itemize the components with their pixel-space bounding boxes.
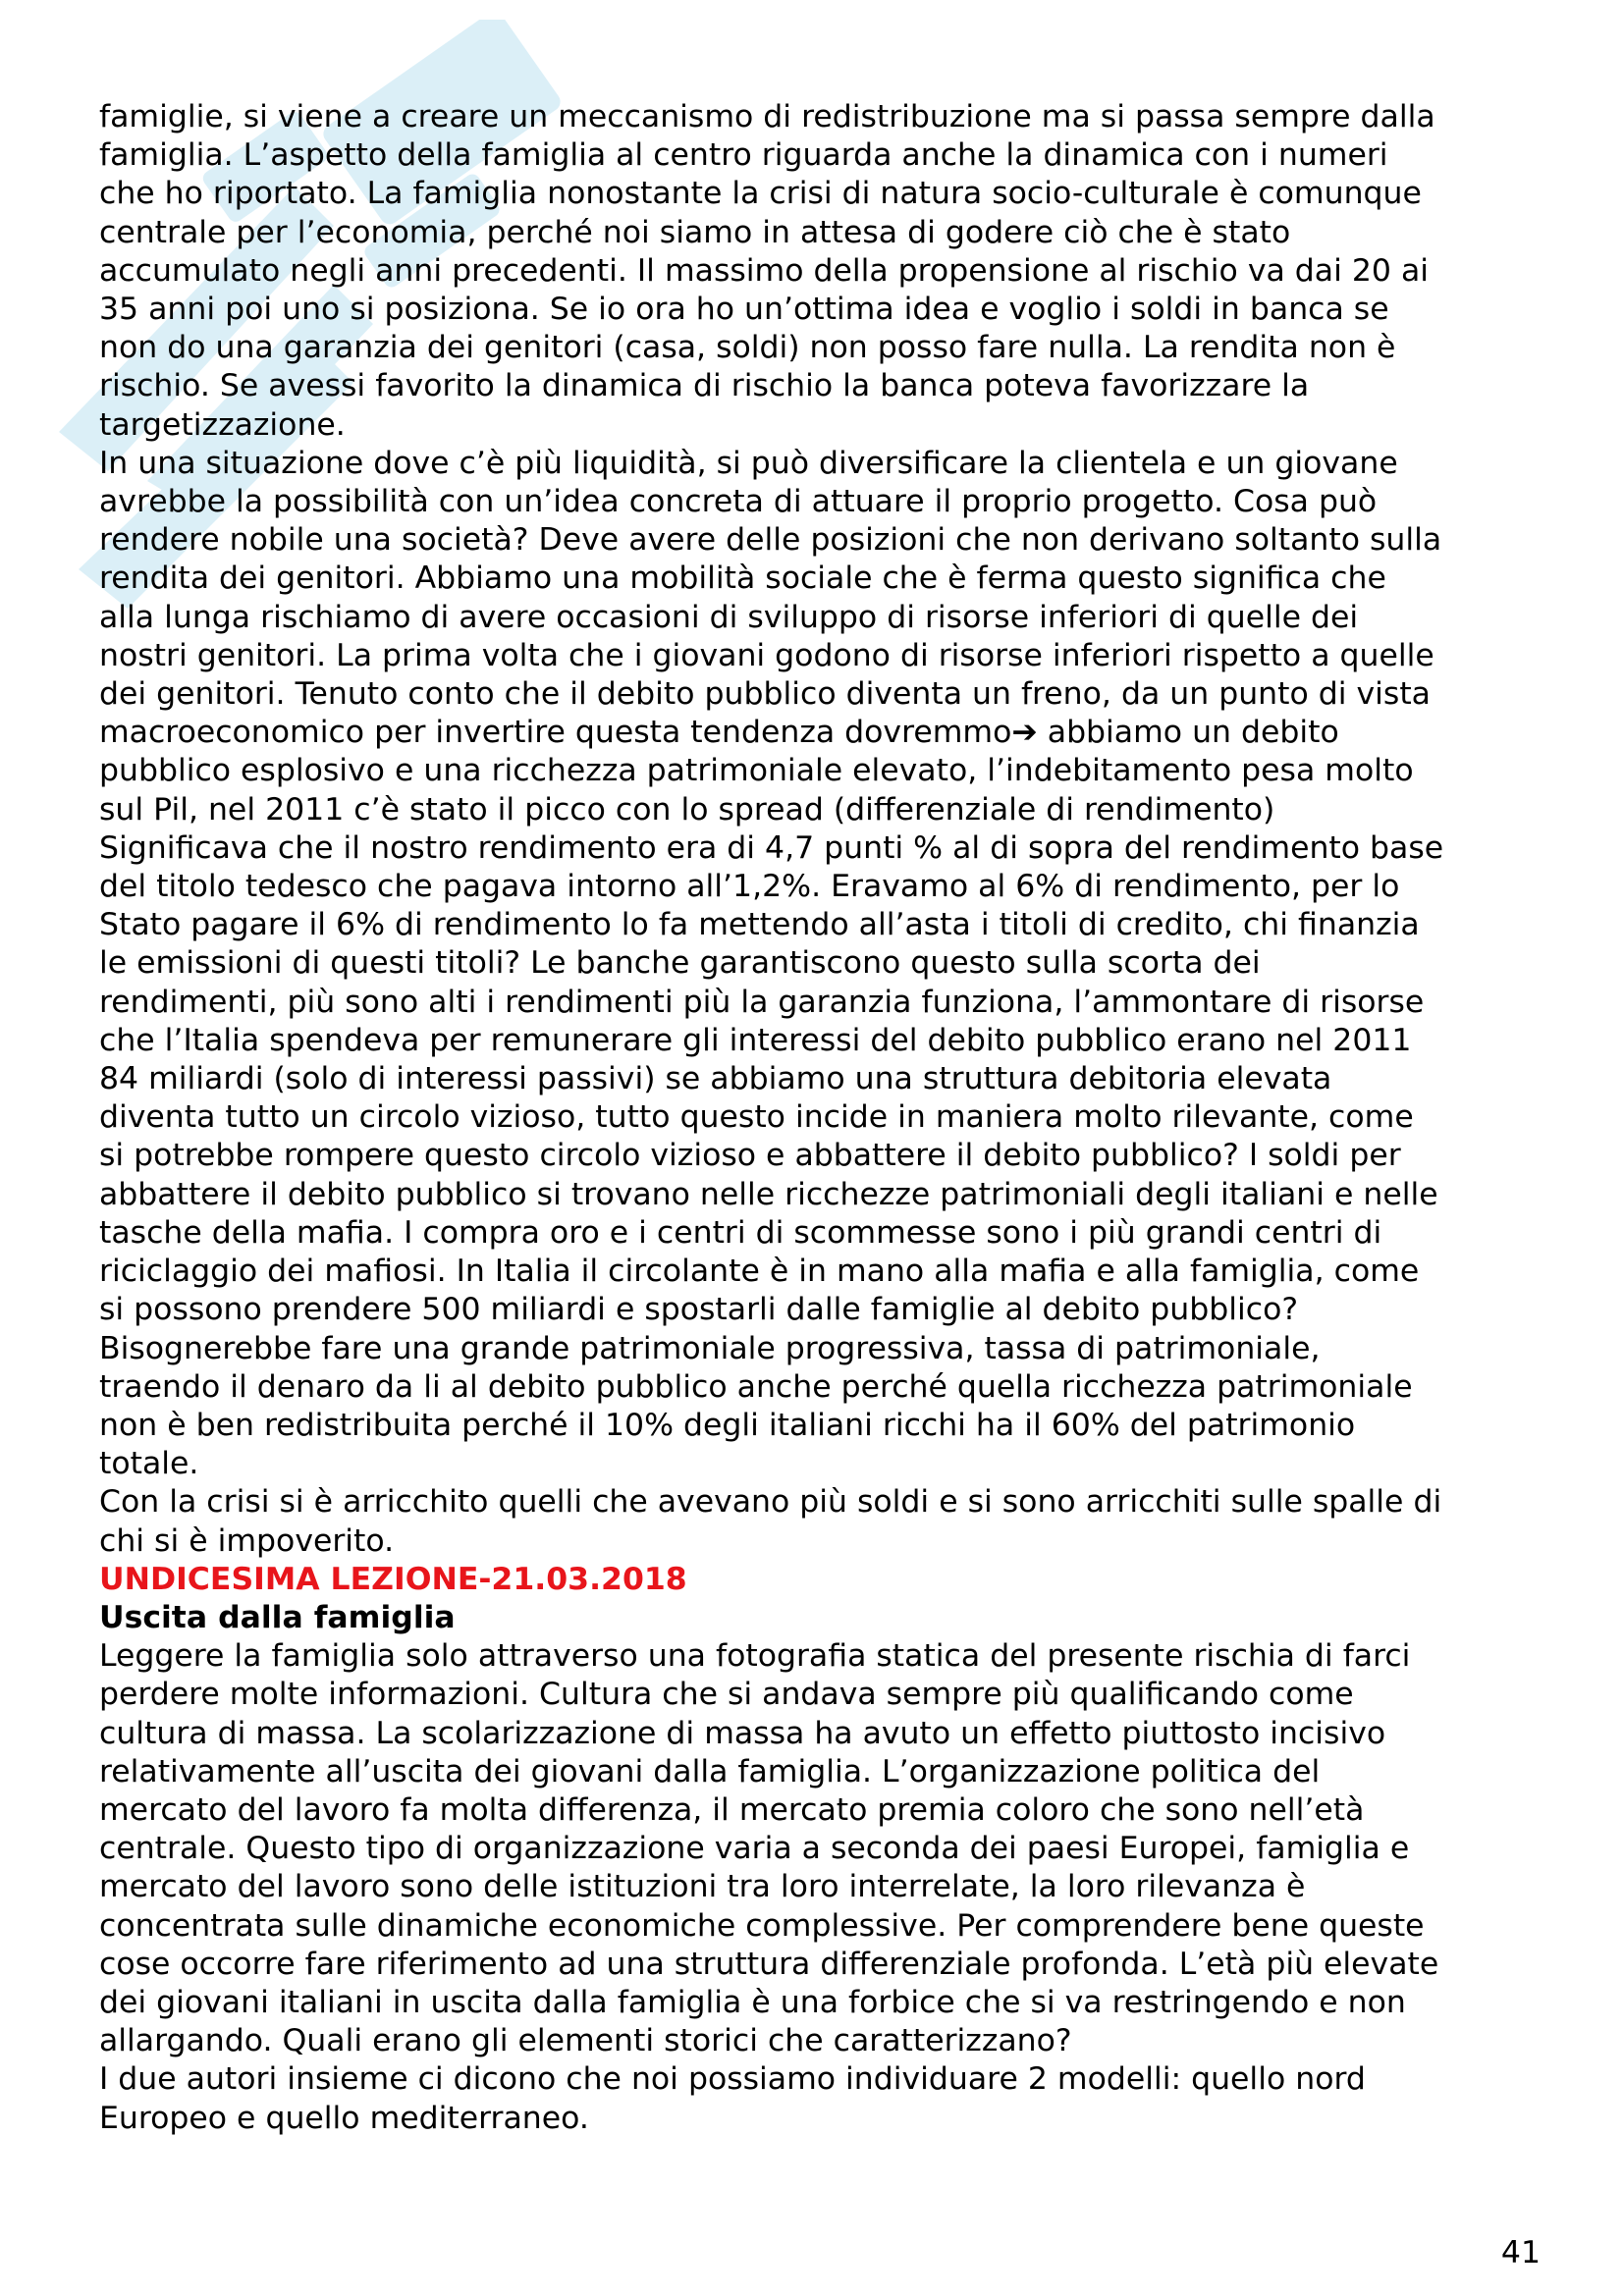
section-heading: Uscita dalla famiglia bbox=[99, 1599, 456, 1635]
paragraph-top-3: Con la crisi si è arricchito quelli che avevano più soldi e si sono arricchiti sulle spalle di chi si è impoverito. bbox=[99, 1484, 1442, 1559]
document-body bbox=[99, 98, 1542, 2138]
paragraph-bottom-1: Leggere la famiglia solo attraverso una fotografia statica del presente rischia di farci perdere molte informazioni. Cultura che si andava sempre più qualificando come cultura di massa. La scolarizzazione di massa ha avuto un effetto piuttosto incisivo relativamente all’uscita dei giovani dalla famiglia. L’organizzazione politica del mercato del lavoro fa molta differenza, il mercato premia coloro che sono nell’età centrale. Questo tipo di organizzazione varia a seconda dei paesi Europei, famiglia e mercato del lavoro sono delle istituzioni tra loro interrelate, la loro rilevanza è concentrata sulle dinamiche economiche complessive. Per comprendere bene queste cose occorre fare riferimento ad una struttura differenziale profonda. L’età più elevate dei giovani italiani in uscita dalla famiglia è una forbice che si va restringendo e non allargando. Quali erano gli elementi storici che caratterizzano? bbox=[99, 1638, 1439, 2059]
paragraph-top-2: In una situazione dove c’è più liquidità, si può diversificare la clientela e un giovane avrebbe la possibilità con un’idea concreta di attuare il proprio progetto. Cosa può rendere nobile una società? Deve avere delle posizioni che non derivano soltanto sulla rendita dei genitori. Abbiamo una mobilità sociale che è ferma questo significa che alla lunga rischiamo di avere occasioni di sviluppo di risorse inferiori di quelle dei nostri genitori. La prima volta che i giovani godono di risorse inferiori rispetto a quelle dei genitori. Tenuto conto che il debito pubblico diventa un freno, da un punto di vista macroeconomico per invertire questa tendenza dovremmo➔ abbiamo un debito pubblico esplosivo e una ricchezza patrimoniale elevato, l’indebitamento pesa molto sul Pil, nel 2011 c’è stato il picco con lo spread (differenziale di rendimento) Significava che il nostro rendimento era di 4,7 punti % al di sopra del rendimento base del titolo tedesco che pagava intorno all’1,2%. Eravamo al 6% di rendimento, per lo Stato pagare il 6% di rendimento lo fa mettendo all’asta i titoli di credito, chi finanzia le emissioni di questi titoli? Le banche garantiscono questo sulla scorta dei rendimenti, più sono alti i rendimenti più la garanzia funziona, l’ammontare di risorse che l’Italia spendeva per remunerare gli interessi del debito pubblico erano nel 2011 84 miliardi (solo di interessi passivi) se abbiamo una struttura debitoria elevata diventa tutto un circolo vizioso, tutto questo incide in maniera molto rilevante, come si potrebbe rompere questo circolo vizioso e abbattere il debito pubblico? I soldi per abbattere il debito pubblico si trovano nelle ricchezze patrimoniali degli italiani e nelle tasche della mafia. I compra oro e i centri di scommesse sono i più grandi centri di riciclaggio dei mafiosi. In Italia il circolante è in mano alla mafia e alla famiglia, come si possono prendere 500 miliardi e spostarli dalle famiglie al debito pubblico? Bisognerebbe fare una grande patrimoniale progressiva, tassa di patrimoniale, traendo il denaro da li al debito pubblico anche perché quella ricchezza patrimoniale non è ben redistribuita perché il 10% degli italiani ricchi ha il 60% del patrimonio totale. bbox=[99, 445, 1444, 1482]
paragraph-bottom-2: I due autori insieme ci dicono che noi possiamo individuare 2 modelli: quello nord Europeo e quello mediterraneo. bbox=[99, 2061, 1366, 2136]
lesson-heading: UNDICESIMA LEZIONE-21.03.2018 bbox=[99, 1561, 687, 1597]
paragraph-top-1: famiglie, si viene a creare un meccanismo di redistribuzione ma si passa sempre dalla famiglia. L’aspetto della famiglia al centro riguarda anche la dinamica con i numeri che ho riportato. La famiglia nonostante la crisi di natura socio-culturale è comunque centrale per l’economia, perché noi siamo in attesa di godere ciò che è stato accumulato negli anni precedenti. Il massimo della propensione al rischio va dai 20 ai 35 anni poi uno si posiziona. Se io ora ho un’ottima idea e voglio i soldi in banca se non do una garanzia dei genitori (casa, soldi) non posso fare nulla. La rendita non è rischio. Se avessi favorito la dinamica di rischio la banca poteva favorizzare la targetizzazione. bbox=[99, 99, 1435, 443]
page-number: 41 bbox=[1500, 2235, 1541, 2270]
